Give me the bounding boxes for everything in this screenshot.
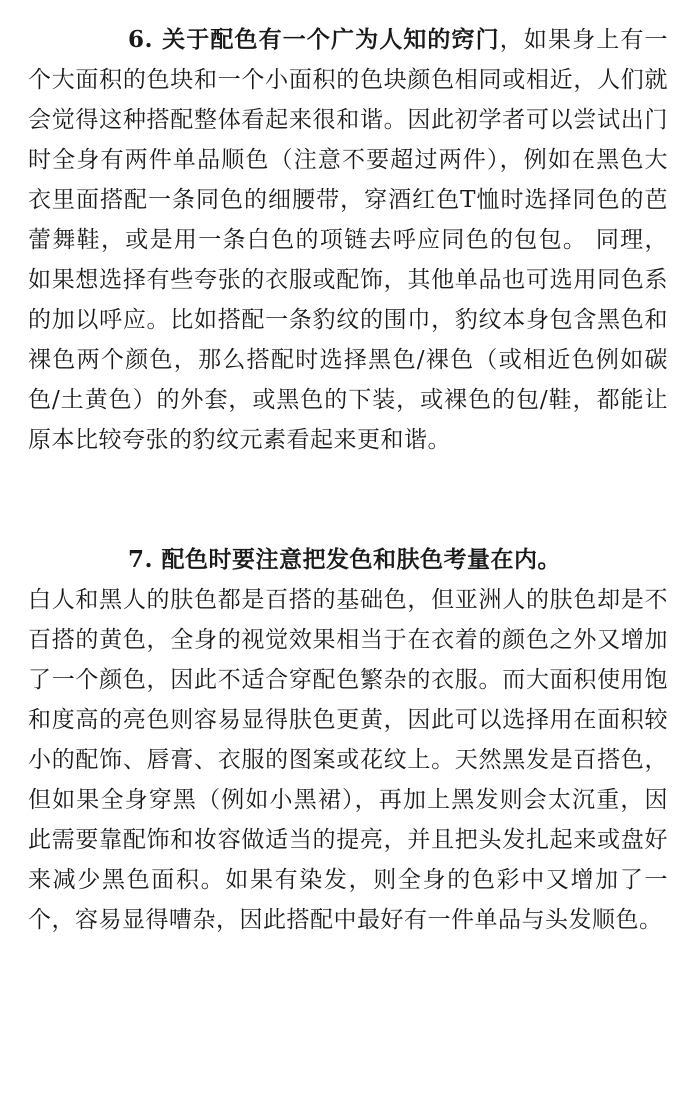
section-7-paragraph	[28, 540, 668, 940]
section-7-heading: 7. 配色时要注意把发色和肤色考量在内。	[128, 546, 562, 573]
article	[28, 20, 668, 940]
section-6-body: ，如果身上有一个大面积的色块和一个小面积的色块颜色相同或相近，人们就会觉得这种搭配整体看起来很和谐。因此初学者可以尝试出门时全身有两件单品顺色（注意不要超过两件），例如在黑色大衣里面搭配一条同色的细腰带，穿酒红色T恤时选择同色的芭蕾舞鞋，或是用一条白色的项链去呼应同色的包包。 同理，如果想选择有些夸张的衣服或配饰，其他单品也可选用同色系的加以呼应。比如搭配一条豹纹的围巾，豹纹本身包含黑色和裸色两个颜色，那么搭配时选择黑色/裸色（或相近色例如碳色/土黄色）的外套，或黑色的下装，或裸色的包/鞋，都能让原本比较夸张的豹纹元素看起来更和谐。	[28, 27, 669, 453]
section-6-heading: 6. 关于配色有一个广为人知的窍门	[128, 26, 500, 53]
section-6-paragraph	[28, 20, 668, 460]
section-7-body: 白人和黑人的肤色都是百搭的基础色，但亚洲人的肤色却是不百搭的黄色，全身的视觉效果相当于在衣着的颜色之外又增加了一个颜色，因此不适合穿配色繁杂的衣服。而大面积使用饱和度高的亮色则容易显得肤色更黄，因此可以选择用在面积较小的配饰、唇膏、衣服的图案或花纹上。天然黑发是百搭色，但如果全身穿黑（例如小黑裙），再加上黑发则会太沉重，因此需要靠配饰和妆容做适当的提亮，并且把头发扎起来或盘好来减少黑色面积。如果有染发，则全身的色彩中又增加了一个，容易显得嘈杂，因此搭配中最好有一件单品与头发顺色。	[28, 587, 668, 933]
section-divider-space	[28, 460, 668, 540]
